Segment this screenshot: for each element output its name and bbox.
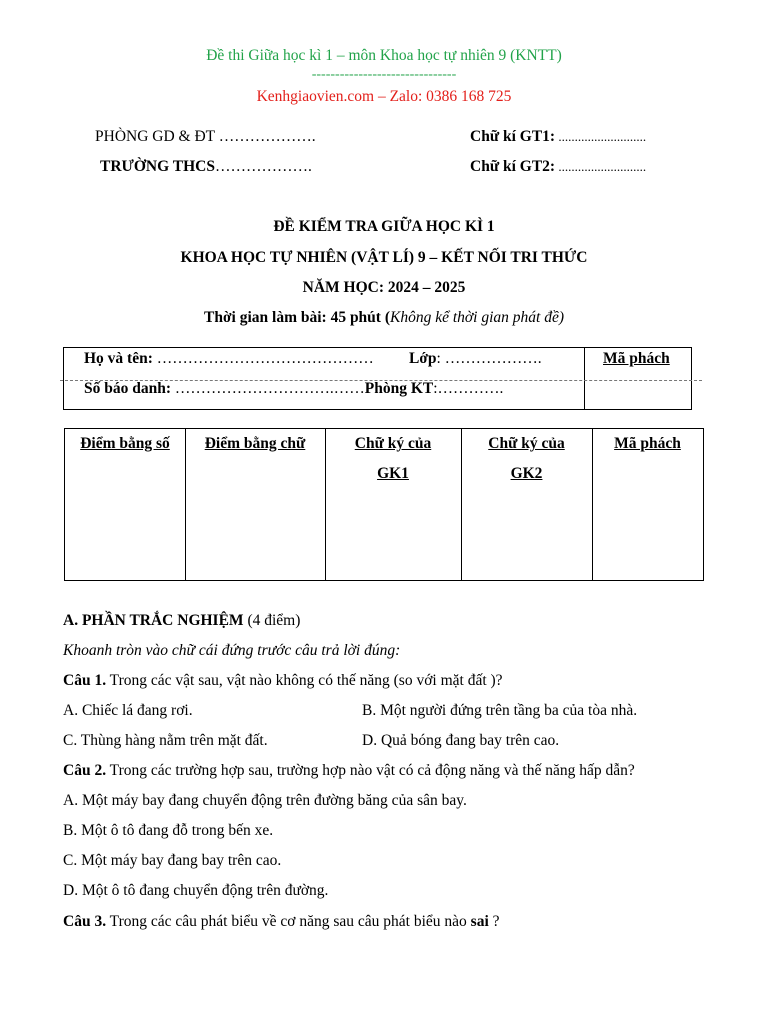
info-box-divider: [584, 348, 585, 409]
exam-time-note: Không kể thời gian phát đề): [390, 309, 565, 326]
score-header-number: Điểm bằng số: [80, 435, 170, 452]
gt1-label: Chữ kí GT1:: [470, 128, 556, 145]
gt1-dots: ...........................: [555, 129, 647, 144]
question-emphasis: sai: [470, 913, 489, 930]
phong-gd: PHÒNG GD & ĐT ……………….: [95, 128, 316, 145]
question-text: Trong các vật sau, vật nào không có thế năng (so với mặt đất )?: [106, 672, 503, 689]
gt2-signature: [470, 158, 646, 176]
question-label: Câu 3.: [63, 913, 107, 930]
gt2-dots: ...........................: [555, 159, 647, 174]
section-a-heading: [63, 612, 300, 630]
q1-option-a[interactable]: A. Chiếc lá đang rơi.: [63, 702, 193, 719]
watermark-title: Đề thi Giữa học kì 1 – môn Khoa học tự nhiên 9 (KNTT): [206, 47, 562, 64]
class-label: Lớp: [409, 350, 437, 367]
q2-option-c[interactable]: C. Một máy bay đang bay trên cao.: [63, 852, 282, 869]
truong-dots: ……………….: [214, 158, 312, 175]
student-name-field[interactable]: [84, 350, 374, 368]
question-text: Trong các câu phát biểu về cơ năng sau câu phát biểu nào: [106, 913, 471, 930]
question-label: Câu 2.: [63, 762, 107, 779]
gt2-label: Chữ kí GT2:: [470, 158, 556, 175]
question-tail: ?: [488, 913, 500, 930]
watermark-contact: Kenhgiaovien.com – Zalo: 0386 168 725: [256, 88, 512, 105]
section-a-instruction: Khoanh tròn vào chữ cái đứng trước câu trả lời đúng:: [63, 642, 401, 659]
cut-line: [60, 380, 702, 381]
exam-time: [0, 309, 768, 327]
score-subheader-gk1: GK1: [377, 465, 409, 482]
score-header-gk2: Chữ ký của: [488, 435, 565, 452]
student-name-dots: ……………………………………: [152, 350, 374, 367]
score-table: [64, 428, 704, 581]
truong-thcs: [100, 158, 312, 176]
q2-option-a[interactable]: A. Một máy bay đang chuyển động trên đường băng của sân bay.: [63, 792, 467, 809]
sbd-field[interactable]: [84, 380, 503, 398]
score-subheader-gk2: GK2: [510, 465, 543, 482]
truong-label: TRƯỜNG THCS: [100, 158, 215, 175]
ma-phach-label: Mã phách: [603, 350, 670, 367]
gt1-signature: [470, 128, 646, 146]
sbd-dots: ………………………….……: [171, 380, 365, 397]
score-header-words: Điểm bằng chữ: [204, 435, 306, 452]
q1-option-b[interactable]: B. Một người đứng trên tầng ba của tòa nhà.: [362, 702, 638, 719]
score-header-gk1: Chữ ký của: [354, 435, 432, 452]
exam-year: NĂM HỌC: 2024 – 2025: [302, 279, 466, 296]
room-dots: :………….: [433, 380, 504, 397]
exam-title: ĐỀ KIỂM TRA GIỮA HỌC KÌ 1: [273, 218, 495, 235]
student-info-box: [63, 347, 692, 410]
sbd-label: Số báo danh:: [84, 380, 172, 397]
q1-option-d[interactable]: D. Quả bóng đang bay trên cao.: [362, 732, 560, 749]
q2-option-b[interactable]: B. Một ô tô đang đỗ trong bến xe.: [63, 822, 274, 839]
exam-subject: KHOA HỌC TỰ NHIÊN (VẬT LÍ) 9 – KẾT NỐI TRI THỨC: [180, 249, 588, 266]
question-3: [63, 913, 500, 931]
section-a-points: (4 điểm): [243, 612, 301, 629]
question-1: [63, 672, 503, 690]
q2-option-d[interactable]: D. Một ô tô đang chuyển động trên đường.: [63, 882, 329, 899]
question-label: Câu 1.: [63, 672, 107, 689]
question-2: [63, 762, 635, 780]
question-text: Trong các trường hợp sau, trường hợp nào vật có cả động năng và thế năng hấp dẫn?: [106, 762, 635, 779]
room-label: Phòng KT: [364, 380, 434, 397]
watermark-divider: -------------------------------: [311, 67, 457, 82]
section-a-title: A. PHẦN TRẮC NGHIỆM: [63, 612, 244, 629]
student-name-label: Họ và tên:: [84, 350, 153, 367]
q1-option-c[interactable]: C. Thùng hàng nằm trên mặt đất.: [63, 732, 268, 749]
score-header-ma-phach: Mã phách: [614, 435, 681, 452]
class-field[interactable]: [409, 350, 542, 368]
class-dots: : ……………….: [436, 350, 542, 367]
exam-time-label: Thời gian làm bài: 45 phút (: [203, 309, 390, 326]
